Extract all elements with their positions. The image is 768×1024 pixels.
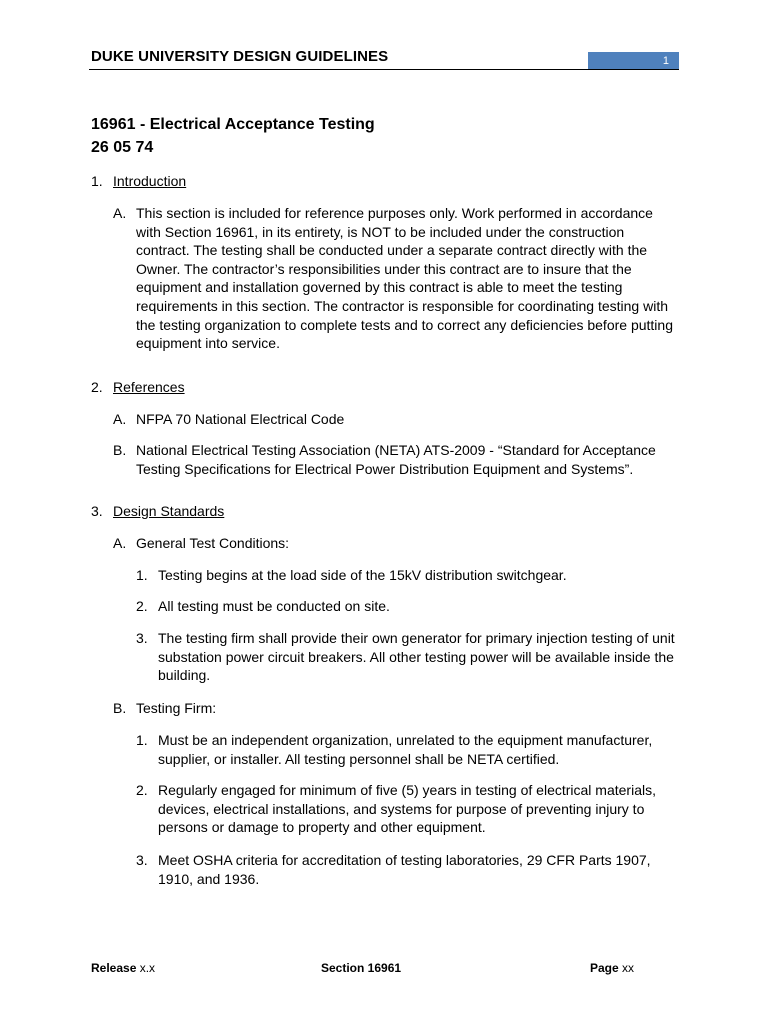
section-1a-text: This section is included for reference purposes only. Work performed in accordance with Section 16961, in its entirety, is NOT to be included under the construction contract. The testing shall be conducted under a separate contract directly with the Owner. The contractor’s responsibilities under this contract are to insure that the equipment and installation governed by this contract is able to meet the testing requirements in this section. The contractor is responsible for coordinating testing with the testing organization to complete tests and to correct any deficiencies before putting equipment into service. [136,205,673,352]
list-item: Regularly engaged for minimum of five (5) years in testing of electrical materials, devices, electrical installations, and systems for purpose of preventing injury to persons or damage to property and other equipment. [158,782,656,836]
footer-page-value: xx [622,961,635,975]
footer-section: Section 16961 [321,961,402,975]
footer-page-label: Page [590,961,619,975]
list-item-marker: 1. [136,732,148,748]
list-item: Must be an independent organization, unrelated to the equipment manufacturer, supplier, or installer. All testing personnel shall be NETA certified. [158,732,653,767]
section-1a-marker: A. [113,205,127,221]
section-2-heading: References [113,379,185,395]
list-item-marker: 2. [136,782,148,798]
footer-release [91,961,155,975]
doc-title: 16961 - Electrical Acceptance Testing [91,116,375,133]
section-3b-marker: B. [113,700,127,716]
section-3-number: 3. [91,503,103,519]
list-item-marker: 3. [136,852,148,868]
section-2b-marker: B. [113,442,127,458]
footer-release-label: Release [91,961,137,975]
doc-section-code: 26 05 74 [91,139,154,156]
list-item-marker: 1. [136,567,148,583]
list-item-marker: 2. [136,598,148,614]
list-item: Meet OSHA criteria for accreditation of testing laboratories, 29 CFR Parts 1907, 1910, and 1936. [158,852,651,887]
section-2a-marker: A. [113,411,127,427]
section-3b-text: Testing Firm: [136,700,217,716]
footer-release-value: x.x [139,961,156,975]
list-item: All testing must be conducted on site. [158,598,390,614]
list-item-marker: 3. [136,630,148,646]
list-item: The testing firm shall provide their own generator for primary injection testing of unit substation power circuit breakers. All other testing power will be available inside the building. [158,630,675,684]
section-2a-text: NFPA 70 National Electrical Code [136,411,345,427]
header-title: DUKE UNIVERSITY DESIGN GUIDELINES [91,48,389,65]
section-1-number: 1. [91,173,103,189]
section-3a-text: General Test Conditions: [136,535,290,551]
footer-page [590,961,634,975]
section-2b-text: National Electrical Testing Association (NETA) ATS-2009 - “Standard for Acceptance Testing Specifications for Electrical Power Distribution Equipment and Systems”. [136,442,656,477]
section-3-heading: Design Standards [113,503,225,519]
list-item: Testing begins at the load side of the 15kV distribution switchgear. [158,567,567,583]
section-2-number: 2. [91,379,103,395]
header-divider [89,69,679,70]
section-3a-marker: A. [113,535,127,551]
section-1-heading: Introduction [113,173,187,189]
page-number-badge: 1 [588,52,679,69]
